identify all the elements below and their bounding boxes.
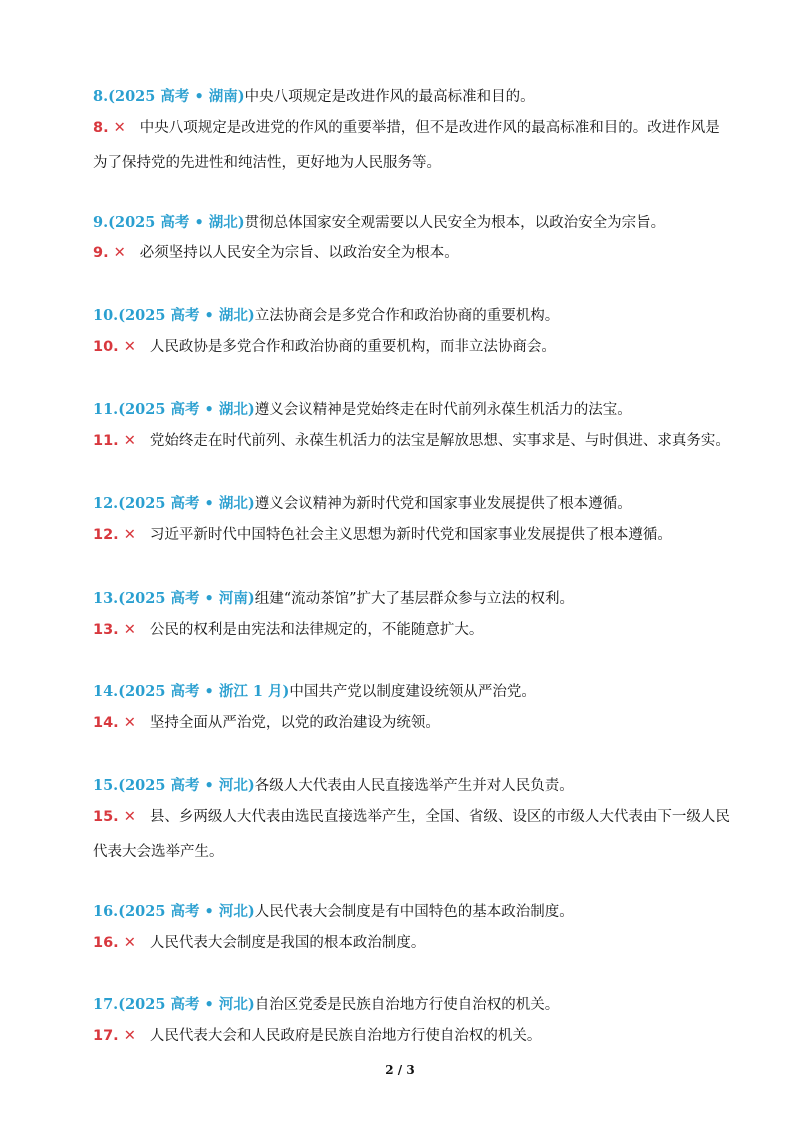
answer-number: 11. <box>93 433 119 449</box>
question-source: (2025 高考 • 湖北) <box>118 307 255 324</box>
answer-number: 8. <box>93 120 109 136</box>
page-number: 2 / 3 <box>385 1063 415 1077</box>
wrong-mark-icon: ✕ <box>123 622 136 638</box>
answer <box>93 613 733 648</box>
question <box>93 213 665 233</box>
wrong-mark-icon: ✕ <box>113 120 126 136</box>
question-source: (2025 高考 • 河北) <box>118 777 255 794</box>
answer <box>93 330 733 365</box>
wrong-mark-icon: ✕ <box>123 433 136 449</box>
answer-number: 9. <box>93 245 109 261</box>
question-source: (2025 高考 • 湖北) <box>108 214 245 231</box>
answer-number: 14. <box>93 715 119 731</box>
wrong-mark-icon: ✕ <box>123 527 136 543</box>
question-statement: 人民代表大会制度是有中国特色的基本政治制度。 <box>254 904 574 920</box>
question <box>93 306 559 326</box>
question-statement: 各级人大代表由人民直接选举产生并对人民负责。 <box>254 778 574 794</box>
answer-explanation: 公民的权利是由宪法和法律规定的，不能随意扩大。 <box>149 622 484 638</box>
question-source: (2025 高考 • 湖南) <box>108 88 245 105</box>
answer-number: 10. <box>93 339 119 355</box>
wrong-mark-icon: ✕ <box>123 809 136 825</box>
answer <box>93 236 733 271</box>
answer-explanation: 党始终走在时代前列、永葆生机活力的法宝是解放思想、实事求是、与时俱进、求真务实。 <box>149 433 730 449</box>
question-number: 13. <box>93 590 119 607</box>
answer-number: 17. <box>93 1028 119 1044</box>
answer-explanation: 习近平新时代中国特色社会主义思想为新时代党和国家事业发展提供了根本遵循。 <box>149 527 672 543</box>
answer-explanation: 人民代表大会制度是我国的根本政治制度。 <box>149 935 426 951</box>
answer <box>93 800 733 870</box>
question-number: 15. <box>93 777 119 794</box>
question <box>93 494 632 514</box>
question <box>93 682 536 702</box>
answer <box>93 926 733 961</box>
question <box>93 589 574 609</box>
question-statement: 遵义会议精神是党始终走在时代前列永葆生机活力的法宝。 <box>254 402 632 418</box>
wrong-mark-icon: ✕ <box>123 935 136 951</box>
question <box>93 87 535 107</box>
answer-explanation: 人民政协是多党合作和政治协商的重要机构，而非立法协商会。 <box>149 339 556 355</box>
answer <box>93 706 733 741</box>
question-number: 14. <box>93 683 119 700</box>
answer-explanation: 中央八项规定是改进党的作风的重要举措，但不是改进作风的最高标准和目的。改进作风是为了保持党的先进性和纯洁性，更好地为人民服务等。 <box>93 120 720 171</box>
wrong-mark-icon: ✕ <box>123 1028 136 1044</box>
question-statement: 贯彻总体国家安全观需要以人民安全为根本，以政治安全为宗旨。 <box>244 215 666 231</box>
wrong-mark-icon: ✕ <box>123 339 136 355</box>
wrong-mark-icon: ✕ <box>123 715 136 731</box>
answer-number: 15. <box>93 809 119 825</box>
question <box>93 776 574 796</box>
question-number: 10. <box>93 307 119 324</box>
answer-number: 13. <box>93 622 119 638</box>
question-number: 11. <box>93 401 119 418</box>
answer-explanation: 人民代表大会和人民政府是民族自治地方行使自治权的机关。 <box>149 1028 542 1044</box>
question-number: 17. <box>93 996 119 1013</box>
question-statement: 中央八项规定是改进作风的最高标准和目的。 <box>244 89 535 105</box>
answer <box>93 518 733 553</box>
question-statement: 中国共产党以制度建设统领从严治党。 <box>289 684 536 700</box>
wrong-mark-icon: ✕ <box>113 245 126 261</box>
question-statement: 遵义会议精神为新时代党和国家事业发展提供了根本遵循。 <box>254 496 632 512</box>
answer-explanation: 坚持全面从严治党，以党的政治建设为统领。 <box>149 715 440 731</box>
answer <box>93 1019 733 1054</box>
question <box>93 902 574 922</box>
question-number: 12. <box>93 495 119 512</box>
question-statement: 自治区党委是民族自治地方行使自治权的机关。 <box>254 997 560 1013</box>
question <box>93 995 559 1015</box>
question-statement: 立法协商会是多党合作和政治协商的重要机构。 <box>254 308 560 324</box>
question-number: 8. <box>93 88 109 105</box>
answer-number: 12. <box>93 527 119 543</box>
question-source: (2025 高考 • 湖北) <box>118 401 255 418</box>
question-number: 9. <box>93 214 109 231</box>
question-source: (2025 高考 • 湖北) <box>118 495 255 512</box>
answer-explanation: 必须坚持以人民安全为宗旨、以政治安全为根本。 <box>139 245 459 261</box>
answer <box>93 424 733 459</box>
question-source: (2025 高考 • 河北) <box>118 996 255 1013</box>
answer <box>93 111 733 181</box>
question-number: 16. <box>93 903 119 920</box>
answer-number: 16. <box>93 935 119 951</box>
question <box>93 400 632 420</box>
question-source: (2025 高考 • 河北) <box>118 903 255 920</box>
answer-explanation: 县、乡两级人大代表由选民直接选举产生，全国、省级、设区的市级人大代表由下一级人民代表大会选举产生。 <box>93 809 730 860</box>
question-statement: 组建“流动茶馆”扩大了基层群众参与立法的权利。 <box>254 591 575 607</box>
question-source: (2025 高考 • 河南) <box>118 590 255 607</box>
question-source: (2025 高考 • 浙江 1 月) <box>118 683 290 700</box>
